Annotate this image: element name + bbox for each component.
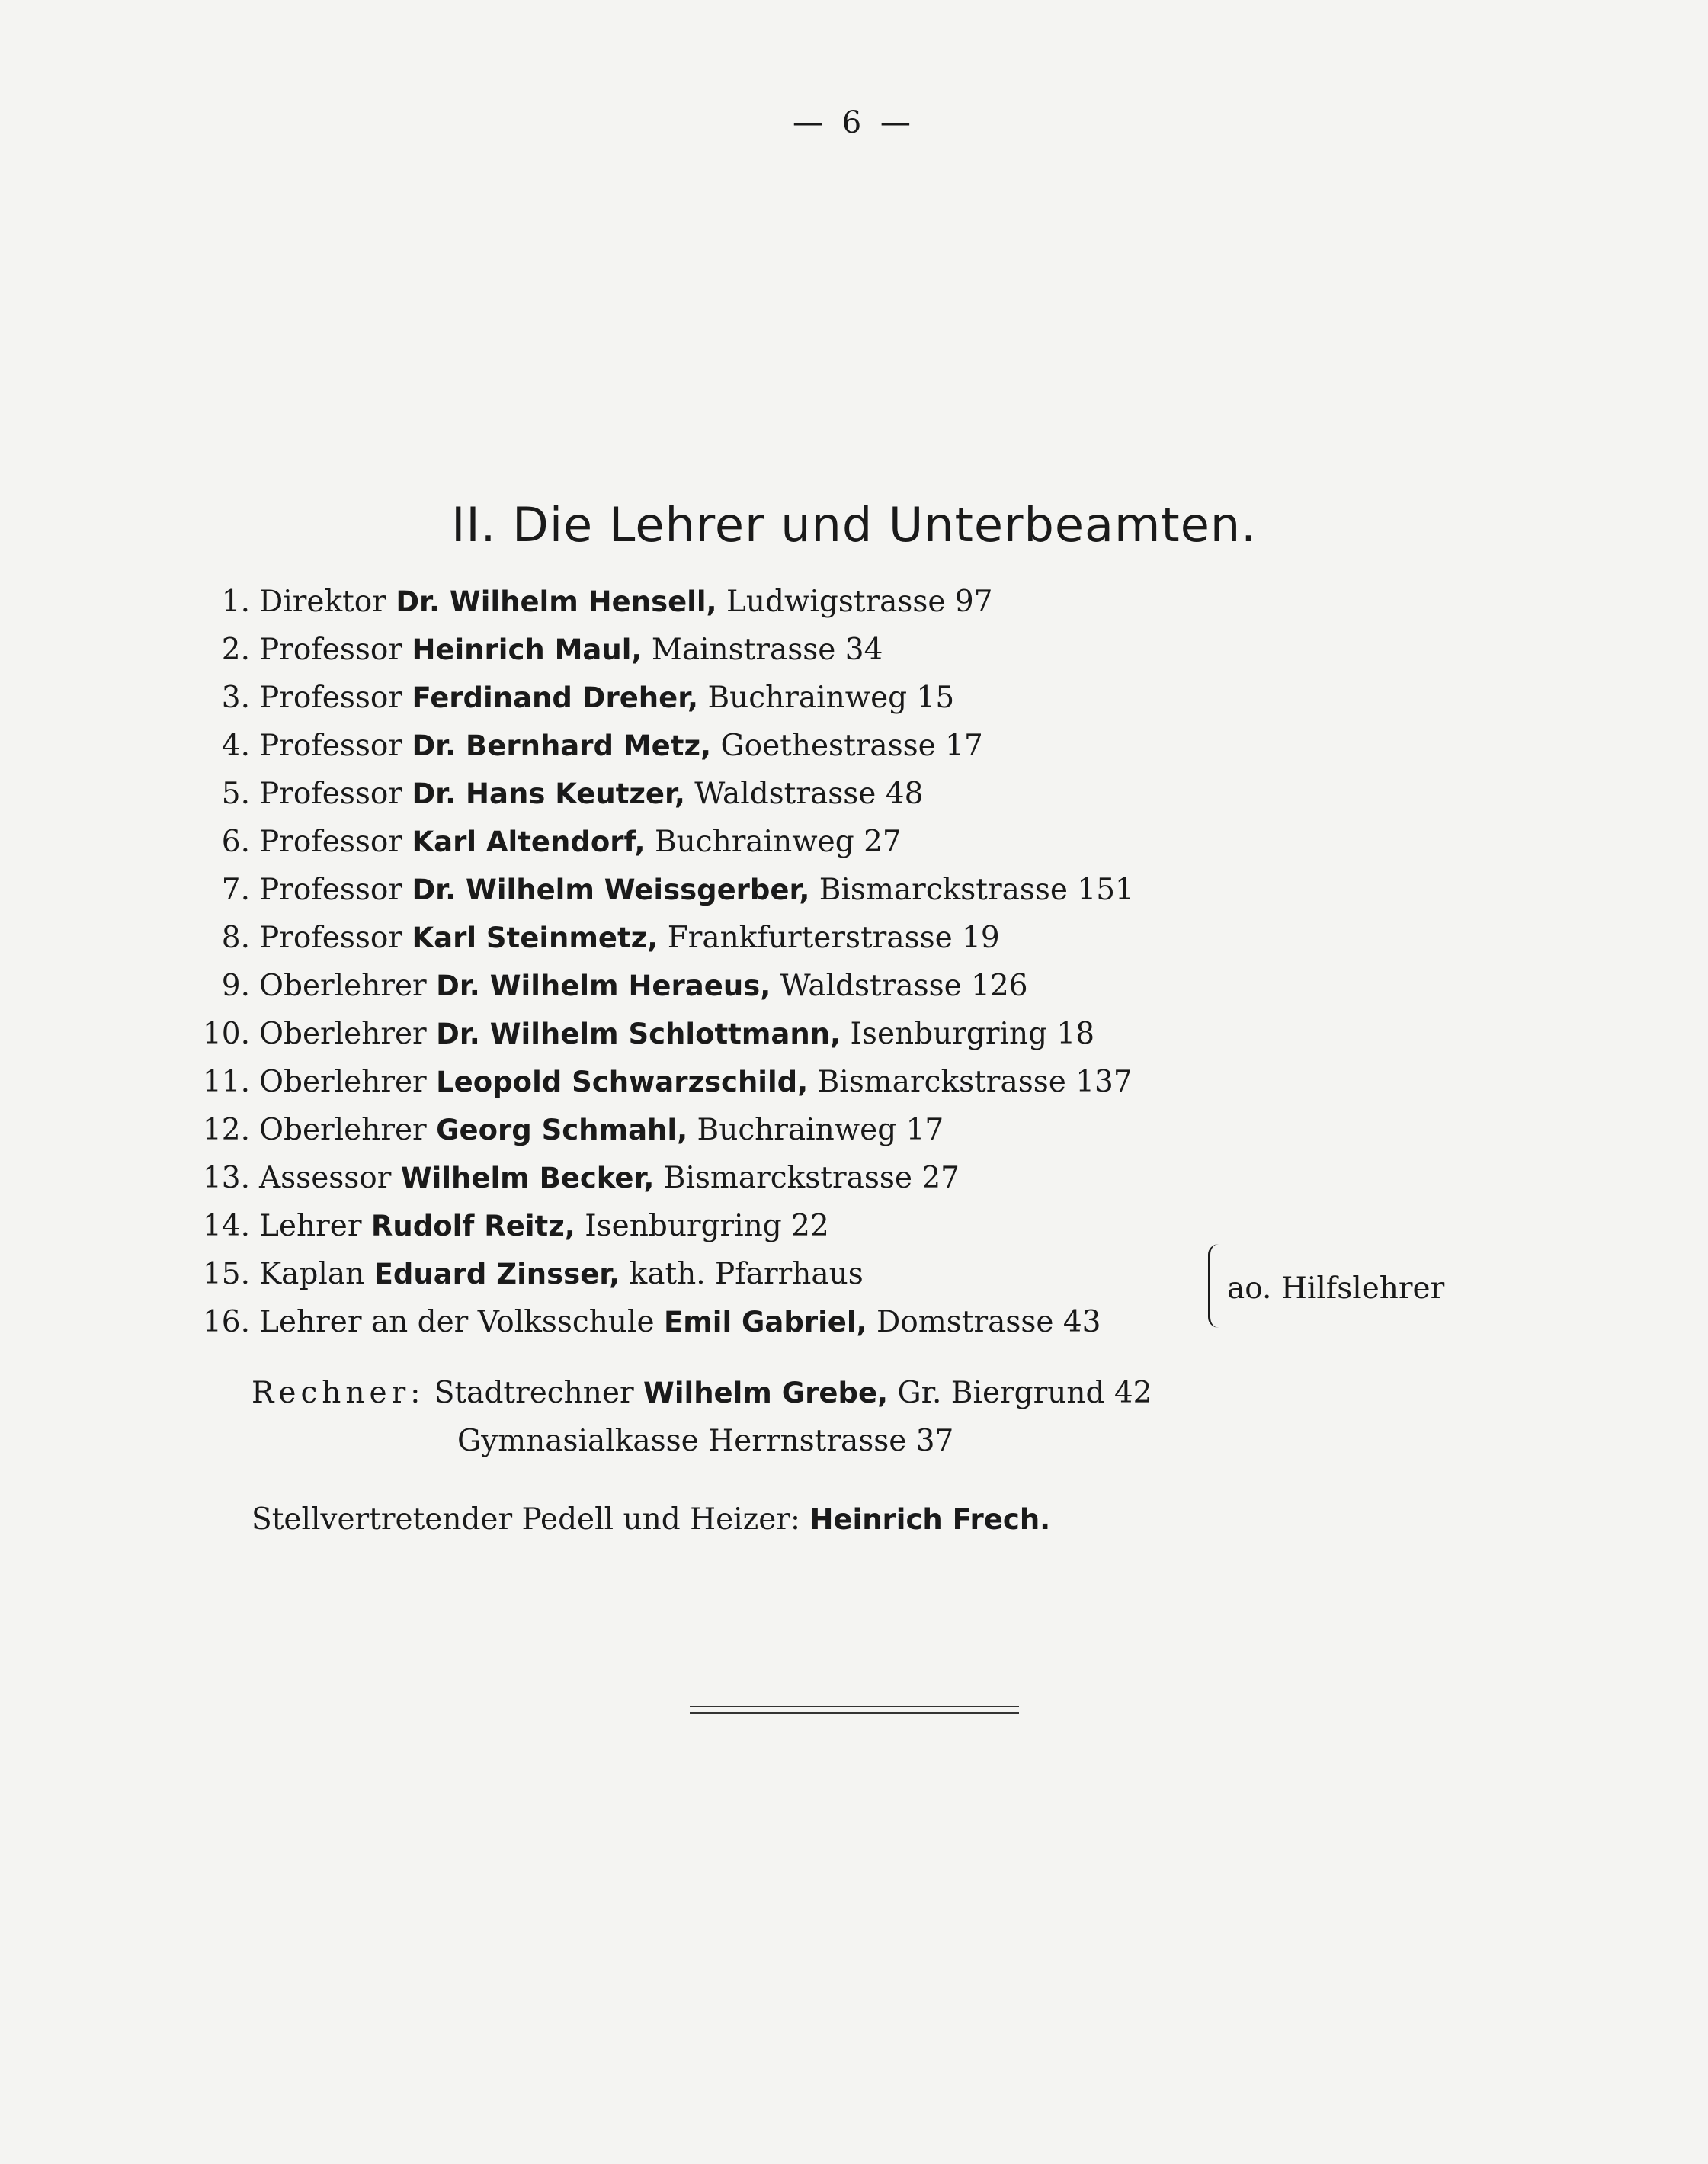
staff-address: Ludwigstrasse 97 [726,585,993,619]
staff-name: Dr. Wilhelm Heraeus, [436,970,771,1002]
page-number: — 6 — [793,105,915,140]
staff-name: Ferdinand Dreher, [412,681,699,714]
rechner-address: Gr. Biergrund 42 [897,1376,1152,1410]
staff-address: Isenburgring 18 [850,1017,1095,1051]
staff-row [168,1058,1134,1106]
staff-title: Assessor [259,1161,392,1195]
staff-number: 14. [202,1209,250,1243]
staff-title: Professor [259,777,403,811]
rechner-label: Rechner: [252,1376,425,1410]
staff-number: 13. [202,1161,250,1195]
staff-number: 15. [202,1257,250,1291]
staff-row [168,962,1134,1010]
staff-address: Isenburgring 22 [585,1209,829,1243]
section-heading: II. Die Lehrer und Unterbeamten. [451,496,1257,553]
pedell-line [252,1496,1050,1544]
staff-name: Dr. Wilhelm Weissgerber, [412,874,810,906]
rechner-kasse-line: Gymnasialkasse Herrnstrasse 37 [457,1424,954,1458]
staff-title: Professor [259,729,403,763]
staff-row [168,1154,1134,1202]
staff-title: Kaplan [259,1257,365,1291]
hilfslehrer-label: ao. Hilfslehrer [1227,1271,1445,1306]
staff-title: Lehrer an der Volksschule [259,1305,655,1339]
staff-address: Goethestrasse 17 [720,729,983,763]
staff-title: Professor [259,681,403,715]
staff-title: Oberlehrer [259,1113,427,1147]
staff-name: Dr. Hans Keutzer, [412,777,685,810]
section-divider [690,1706,1019,1714]
staff-number: 9. [221,969,250,1003]
staff-address: Bismarckstrasse 27 [663,1161,960,1195]
pedell-name: Heinrich Frech. [809,1503,1051,1536]
staff-number: 7. [221,873,250,907]
staff-name: Georg Schmahl, [436,1114,688,1146]
staff-title: Professor [259,825,403,859]
staff-title: Professor [259,633,403,667]
staff-row [168,770,1134,818]
staff-number: 3. [221,681,250,715]
staff-number: 6. [221,825,250,859]
staff-number: 16. [202,1305,250,1339]
staff-number: 4. [221,729,250,763]
staff-title: Professor [259,873,403,907]
staff-number: 2. [221,633,250,667]
staff-title: Oberlehrer [259,969,427,1003]
rechner-title: Stadtrechner [434,1376,634,1410]
staff-address: Domstrasse 43 [876,1305,1101,1339]
staff-row [168,818,1134,866]
staff-name: Dr. Wilhelm Schlottmann, [436,1018,841,1050]
staff-number: 12. [202,1113,250,1147]
staff-row [168,1202,1134,1250]
staff-name: Karl Altendorf, [412,826,646,858]
staff-address: Bismarckstrasse 151 [819,873,1134,907]
rechner-name: Wilhelm Grebe, [643,1377,889,1409]
staff-address: Waldstrasse 48 [694,777,924,811]
staff-name: Eduard Zinsser, [373,1258,620,1290]
staff-name: Karl Steinmetz, [412,922,659,954]
staff-address: Buchrainweg 17 [697,1113,944,1147]
grouping-brace [1208,1244,1219,1328]
staff-row [168,578,1134,626]
staff-row [168,914,1134,962]
staff-name: Wilhelm Becker, [400,1162,655,1194]
staff-name: Leopold Schwarzschild, [436,1066,809,1098]
staff-list [168,578,1134,1346]
staff-row [168,1106,1134,1154]
staff-number: 8. [221,921,250,955]
staff-number: 1. [221,585,250,619]
staff-name: Rudolf Reitz, [370,1210,575,1242]
staff-row [168,1010,1134,1058]
staff-address: Mainstrasse 34 [651,633,883,667]
staff-name: Dr. Wilhelm Hensell, [396,585,717,618]
staff-address: kath. Pfarrhaus [629,1257,864,1291]
staff-row [168,722,1134,770]
staff-title: Oberlehrer [259,1065,427,1099]
staff-title: Oberlehrer [259,1017,427,1051]
staff-title: Professor [259,921,403,955]
staff-row [168,1250,1134,1298]
staff-title: Direktor [259,585,386,619]
staff-address: Buchrainweg 27 [655,825,902,859]
staff-name: Heinrich Maul, [412,633,643,666]
staff-name: Dr. Bernhard Metz, [412,729,712,762]
staff-address: Frankfurterstrasse 19 [667,921,1000,955]
staff-number: 10. [202,1017,250,1051]
staff-number: 11. [202,1065,250,1099]
staff-row [168,866,1134,914]
staff-address: Waldstrasse 126 [780,969,1028,1003]
staff-name: Emil Gabriel, [663,1306,867,1338]
staff-number: 5. [221,777,250,811]
staff-address: Bismarckstrasse 137 [817,1065,1133,1099]
staff-row [168,626,1134,674]
rechner-line [252,1369,1152,1417]
staff-row [168,674,1134,722]
staff-address: Buchrainweg 15 [707,681,955,715]
staff-row [168,1298,1134,1346]
pedell-label: Stellvertretender Pedell und Heizer: [252,1502,801,1537]
staff-title: Lehrer [259,1209,362,1243]
